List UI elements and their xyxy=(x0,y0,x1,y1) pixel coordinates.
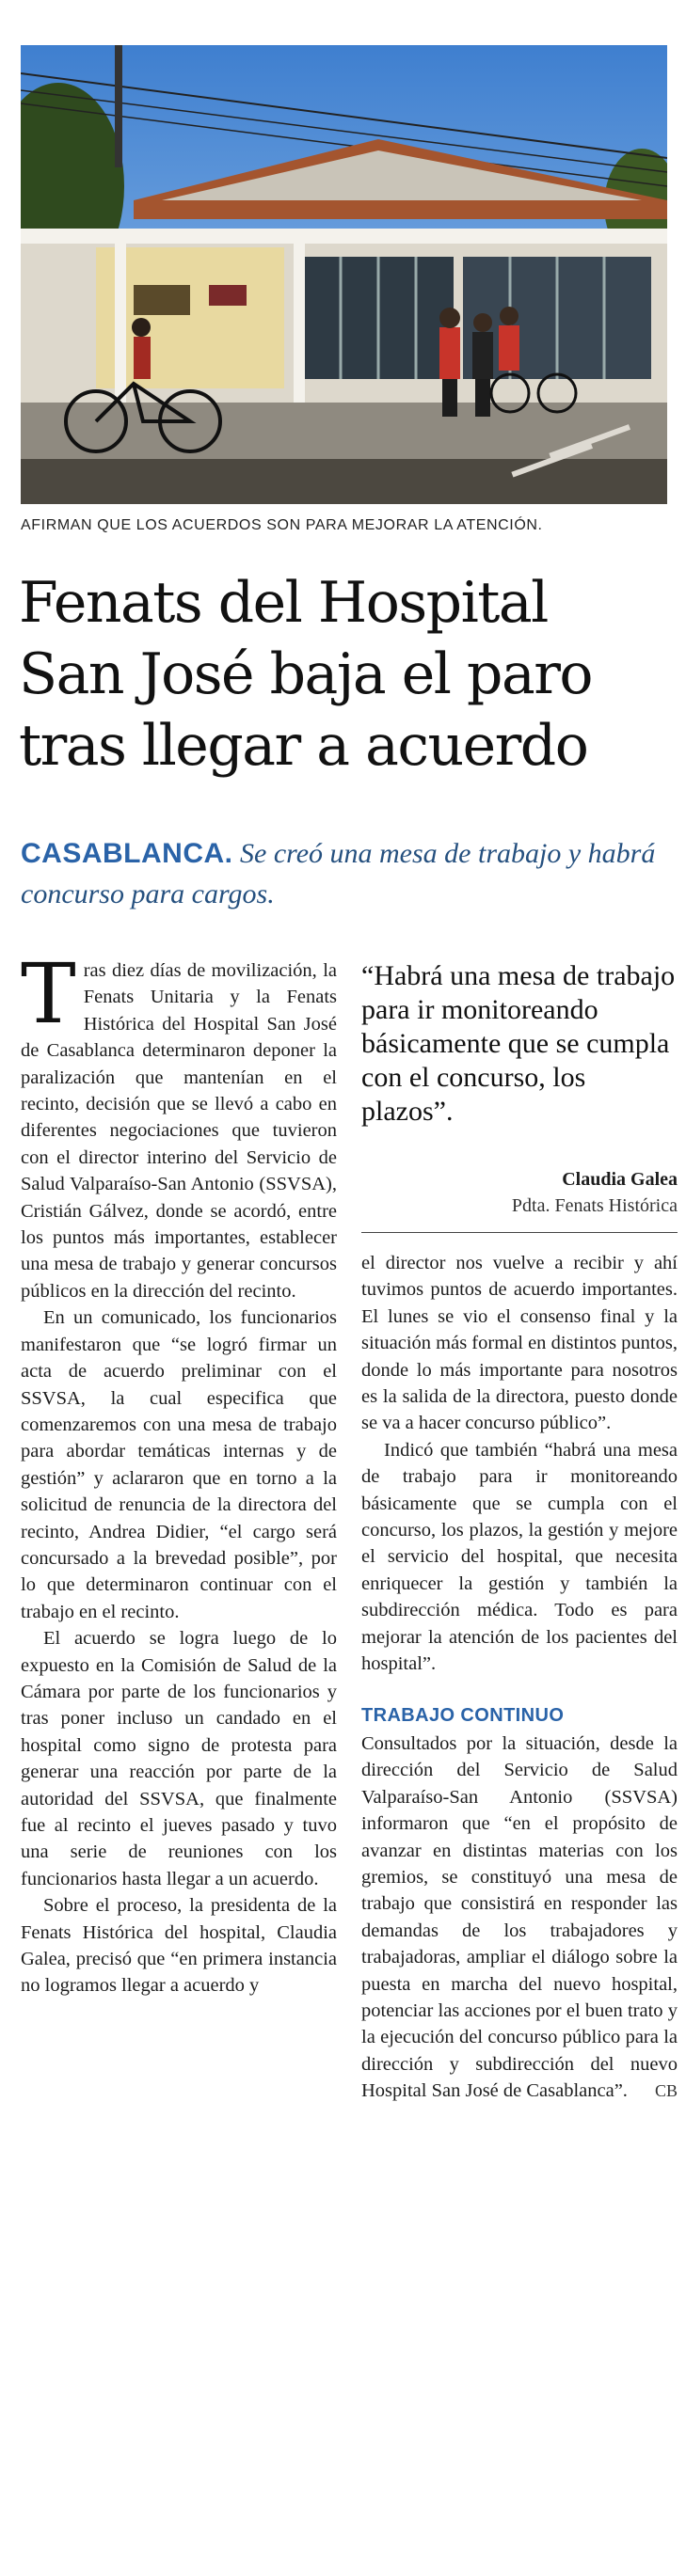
paragraph-7 xyxy=(361,1731,678,2105)
paragraph-6: Indicó que también “habrá una mesa de trabajo para ir monitoreando básicamente que se cumpla con el concurso, los plazos, la gestión y mejore el servicio del hospital, que necesita enriquecer la gestión y también la subdirección médica. Todo es para mejorar la atención de los pacientes del hospital”. xyxy=(361,1439,678,1675)
headline-line-1: Fenats del Hospital xyxy=(19,570,548,636)
headline-line-2: San José baja el paro xyxy=(19,641,593,707)
paragraph-2: En un comunicado, los funcionarios manifestaron que “se logró firmar un acta de acuerdo preliminar con el SSVSA, la cual especifica que comenzaremos con una mesa de trabajo para abordar temáticas internas y de gestión” y aclararon que en torno a la solicitud de renuncia de la directora del recinto, Andrea Didier, “el cargo será concursado a la brevedad posible”, por lo que determinaron continuar con el trabajo en el recinto. xyxy=(21,1307,337,1622)
headline xyxy=(19,567,668,782)
deck xyxy=(21,833,670,914)
end-mark-icon: CB xyxy=(654,2081,678,2101)
pull-quote-attribution xyxy=(361,1166,678,1219)
article-column-right xyxy=(361,957,678,2105)
paragraph-5: el director nos vuelve a recibir y ahí tuvimos puntos de acuerdo importantes. El lunes se vio el consenso final y la situación más formal en distintos puntos, donde lo más importante para nosotros es la salida de la directora, puesto donde se va a hacer concurso público”. xyxy=(361,1253,678,1434)
subheadline: Se creó una mesa de trabajo y habrá concurso para cargos. xyxy=(21,838,656,909)
section-heading: TRABAJO CONTINUO xyxy=(361,1704,565,1726)
divider xyxy=(361,1232,678,1233)
article-photo xyxy=(21,45,667,504)
hospital-photo-illustration xyxy=(21,45,667,504)
paragraph-1-text: ras diez días de movilización, la Fenats Unitaria y la Fenats Histórica del Hospital San José de Casablanca determinaron deponer la paralización que mantenían en el recinto, decisión que se llevó a cabo en diferentes negociaciones que tuvieron con el director interino del Servicio de Salud Valparaíso-San Antonio (SSVSA), Cristián Gálvez, donde se acordó, entre los puntos más importantes, establecer una mesa de trabajo y generar concursos públicos en la dirección del recinto. xyxy=(21,960,337,1302)
paragraph-1 xyxy=(21,945,337,1304)
paragraph-7-text: Consultados por la situación, desde la dirección del Servicio de Salud Valparaíso-San Antonio (SSVSA) informaron que “en el propósito de avanzar en distintas materias con los gremios, se constituyó una mesa de trabajo que consistirá en responder las demandas de los trabajadores y trabajadoras, ampliar el diálogo sobre la puesta en marcha del nuevo hospital, potenciar las acciones por el buen trato y la ejecución del concurso público para la dirección y subdirección del nuevo Hospital San José de Casablanca”. xyxy=(361,1732,678,2102)
pull-quote: “Habrá una mesa de trabajo para ir monitoreando básicamente que se cumpla con el concurso, los plazos”. xyxy=(361,960,676,1127)
article-column-left xyxy=(21,945,337,1999)
quote-author-role: Pdta. Fenats Histórica xyxy=(511,1195,678,1216)
location-kicker: CASABLANCA. xyxy=(21,838,233,869)
drop-cap: T xyxy=(21,945,76,1042)
headline-line-3: tras llegar a acuerdo xyxy=(19,713,588,779)
paragraph-4: Sobre el proceso, la presidenta de la Fenats Histórica del hospital, Claudia Galea, precisó que “en primera instancia no logramos llegar a acuerdo y xyxy=(21,1895,337,1997)
photo-caption: AFIRMAN QUE LOS ACUERDOS SON PARA MEJORAR LA ATENCIÓN. xyxy=(21,517,543,533)
paragraph-3: El acuerdo se logra luego de lo expuesto en la Comisión de Salud de la Cámara por parte de los funcionarios y tras poner incluso un candado en el hospital como signo de protesta para generar una reacción por parte de la autoridad del SSVSA, que finalmente fue al recinto el jueves pasado y tuvo una serie de reuniones con los funcionarios hasta llegar a un acuerdo. xyxy=(21,1628,337,1889)
quote-author-name: Claudia Galea xyxy=(562,1169,678,1190)
